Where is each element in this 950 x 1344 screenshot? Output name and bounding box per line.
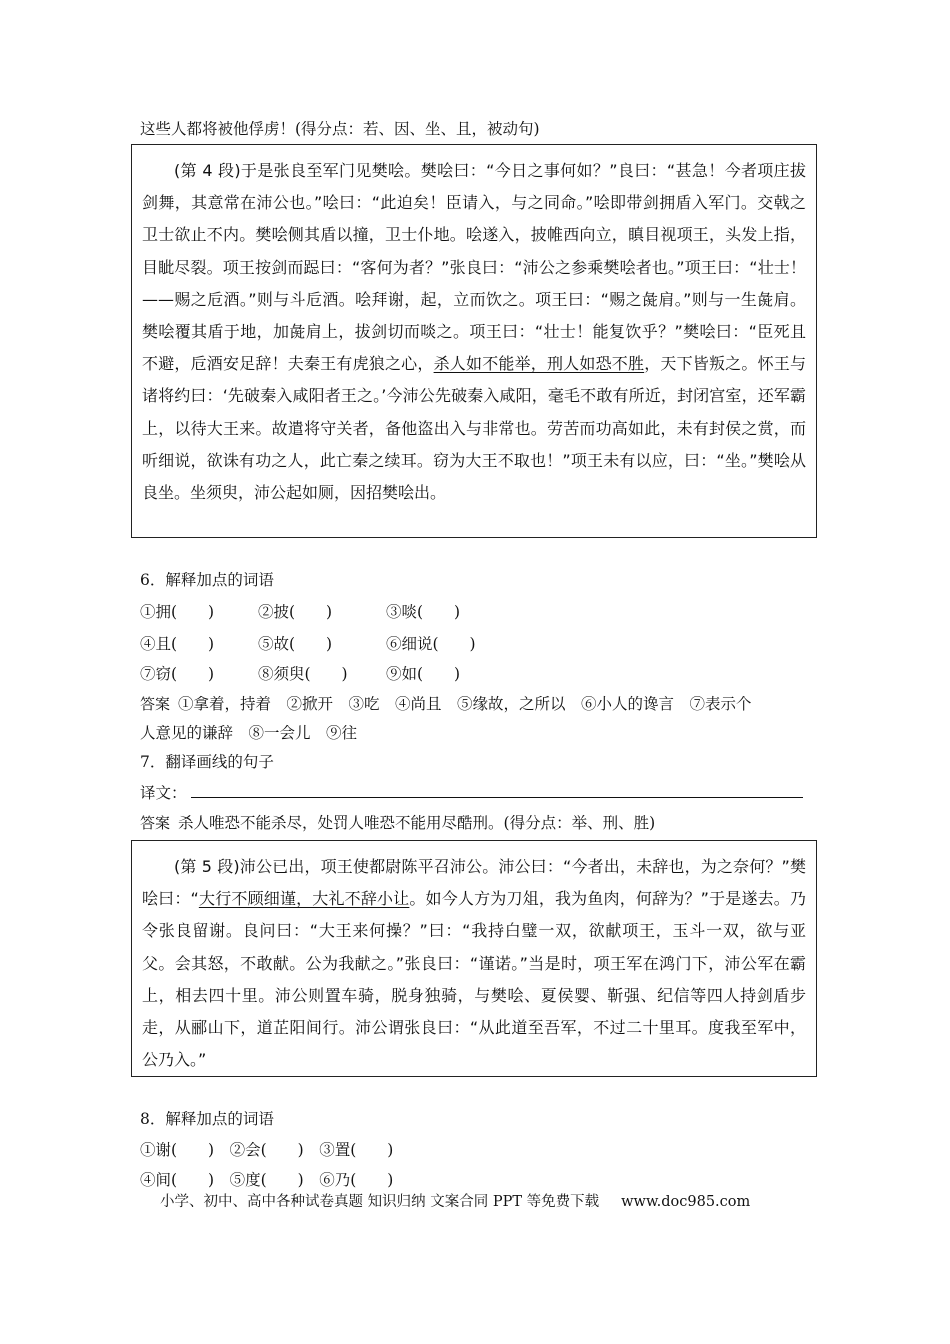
q6-item-9: ⑨如( )	[386, 665, 461, 683]
intro-line: 这些人都将被他俘虏！(得分点：若、因、坐、且，被动句)	[140, 120, 540, 138]
passage-5-box	[131, 840, 817, 1077]
q6-title: 6．解释加点的词语	[140, 571, 274, 589]
passage-4-seg-1: (第 4 段)于是张良至军门见樊哙。樊哙曰：“今日之事何如？”良曰：“甚急！今者项庄拔剑舞，其意常在沛公也。”哙曰：“此迫矣！臣请入，与之同命。”哙即带剑拥盾入军门。交戟之卫士欲止不内。樊哙侧其盾以撞，卫士仆地。哙遂入，披帷西向立，瞋目视项王，头发上指，目眦尽裂。项王按剑而跽曰：“客何为者？”张良曰：“沛公之参乘樊哙者也。”项王曰：“壮士！——赐之卮酒。”则与斗卮酒。哙拜谢，起，立而饮之。项王曰：“赐之彘肩。”则与一生彘肩。樊哙覆其盾于地，加彘肩上，拔剑切而啖之。项王曰：“壮士！能复饮乎？”樊哙曰：“臣死且不避，卮酒安足辞！夫秦王有虎狼之心，	[142, 161, 806, 374]
q6-row-3	[140, 662, 460, 684]
q6-item-4: ④且( )	[140, 635, 215, 653]
q6-row-2	[140, 632, 476, 654]
q8-row-1: ①谢( ) ②会( ) ③置( )	[140, 1141, 394, 1159]
q6-item-8: ⑧须臾( )	[258, 665, 348, 683]
q7-translation-blank[interactable]	[191, 783, 803, 798]
q6-item-6: ⑥细说( )	[386, 635, 476, 653]
passage-4-text	[142, 155, 806, 509]
q6-item-1: ①拥( )	[140, 603, 215, 621]
passage-5-seg-1: (第 5 段)沛公已出，项王使都尉陈平召沛公。沛公曰：“今者出，未辞也，为之奈何？”樊哙曰：“	[142, 857, 806, 909]
q7-answer-text: 杀人唯恐不能杀尽，处罚人唯恐不能用尽酷刑。(得分点：举、刑、胜)	[178, 814, 656, 832]
q7-title: 7．翻译画线的句子	[140, 753, 274, 771]
q7-answer-label: 答案	[140, 814, 171, 832]
q6-item-3: ③啖( )	[386, 603, 461, 621]
q8-row-2: ④间( ) ⑤度( ) ⑥乃( )	[140, 1171, 394, 1189]
q7-translation-label: 译文：	[140, 784, 187, 802]
passage-5-seg-3: 。如今人方为刀俎，我为鱼肉，何辞为？”于是遂去。乃令张良留谢。良问曰：“大王来何操？”曰：“我持白璧一双，欲献项王，玉斗一双，欲与亚父。会其怒，不敢献。公为我献之。”张良曰：“谨诺。”当是时，项王军在鸿门下，沛公军在霸上，相去四十里。沛公则置车骑，脱身独骑，与樊哙、夏侯婴、靳强、纪信等四人持剑盾步走，从郦山下，道芷阳间行。沛公谓张良曰：“从此道至吾军，不过二十里耳。度我至军中，公乃入。”	[142, 889, 806, 1070]
passage-4-underlined: 杀人如不能举，刑人如恐不胜	[433, 354, 645, 374]
footer	[160, 1190, 750, 1211]
q6-row-1	[140, 600, 460, 622]
passage-5-text	[142, 851, 806, 1076]
q8-title: 8．解释加点的词语	[140, 1110, 274, 1128]
passage-5-underlined: 大行不顾细谨，大礼不辞小让	[198, 889, 410, 909]
q6-answer	[140, 692, 752, 714]
footer-url[interactable]: www.doc985.com	[621, 1194, 751, 1210]
q6-item-2: ②披( )	[258, 603, 333, 621]
q6-item-5: ⑤故( )	[258, 635, 333, 653]
q7-translation	[140, 781, 803, 803]
passage-4-seg-3: ，天下皆叛之。怀王与诸将约曰：‘先破秦入咸阳者王之。’今沛公先破秦入咸阳，毫毛不敢有所近，封闭宫室，还军霸上，以待大王来。故遣将守关者，备他盗出入与非常也。劳苦而功高如此，未有封侯之赏，而听细说，欲诛有功之人，此亡秦之续耳。窃为大王不取也！”项王未有以应，曰：“坐。”樊哙从良坐。坐须臾，沛公起如厕，因招樊哙出。	[142, 354, 806, 503]
q7-answer	[140, 811, 655, 833]
q6-item-7: ⑦窃( )	[140, 665, 215, 683]
q6-answer-label: 答案	[140, 695, 171, 713]
passage-4-box	[131, 144, 817, 538]
q6-answer-line-1: ①拿着，持着 ②掀开 ③吃 ④尚且 ⑤缘故，之所以 ⑥小人的谗言 ⑦表示个	[178, 695, 752, 713]
q6-answer-line-2: 人意见的谦辞 ⑧一会儿 ⑨往	[140, 724, 358, 742]
footer-text: 小学、初中、高中各种试卷真题 知识归纳 文案合同 PPT 等免费下载	[160, 1194, 600, 1210]
